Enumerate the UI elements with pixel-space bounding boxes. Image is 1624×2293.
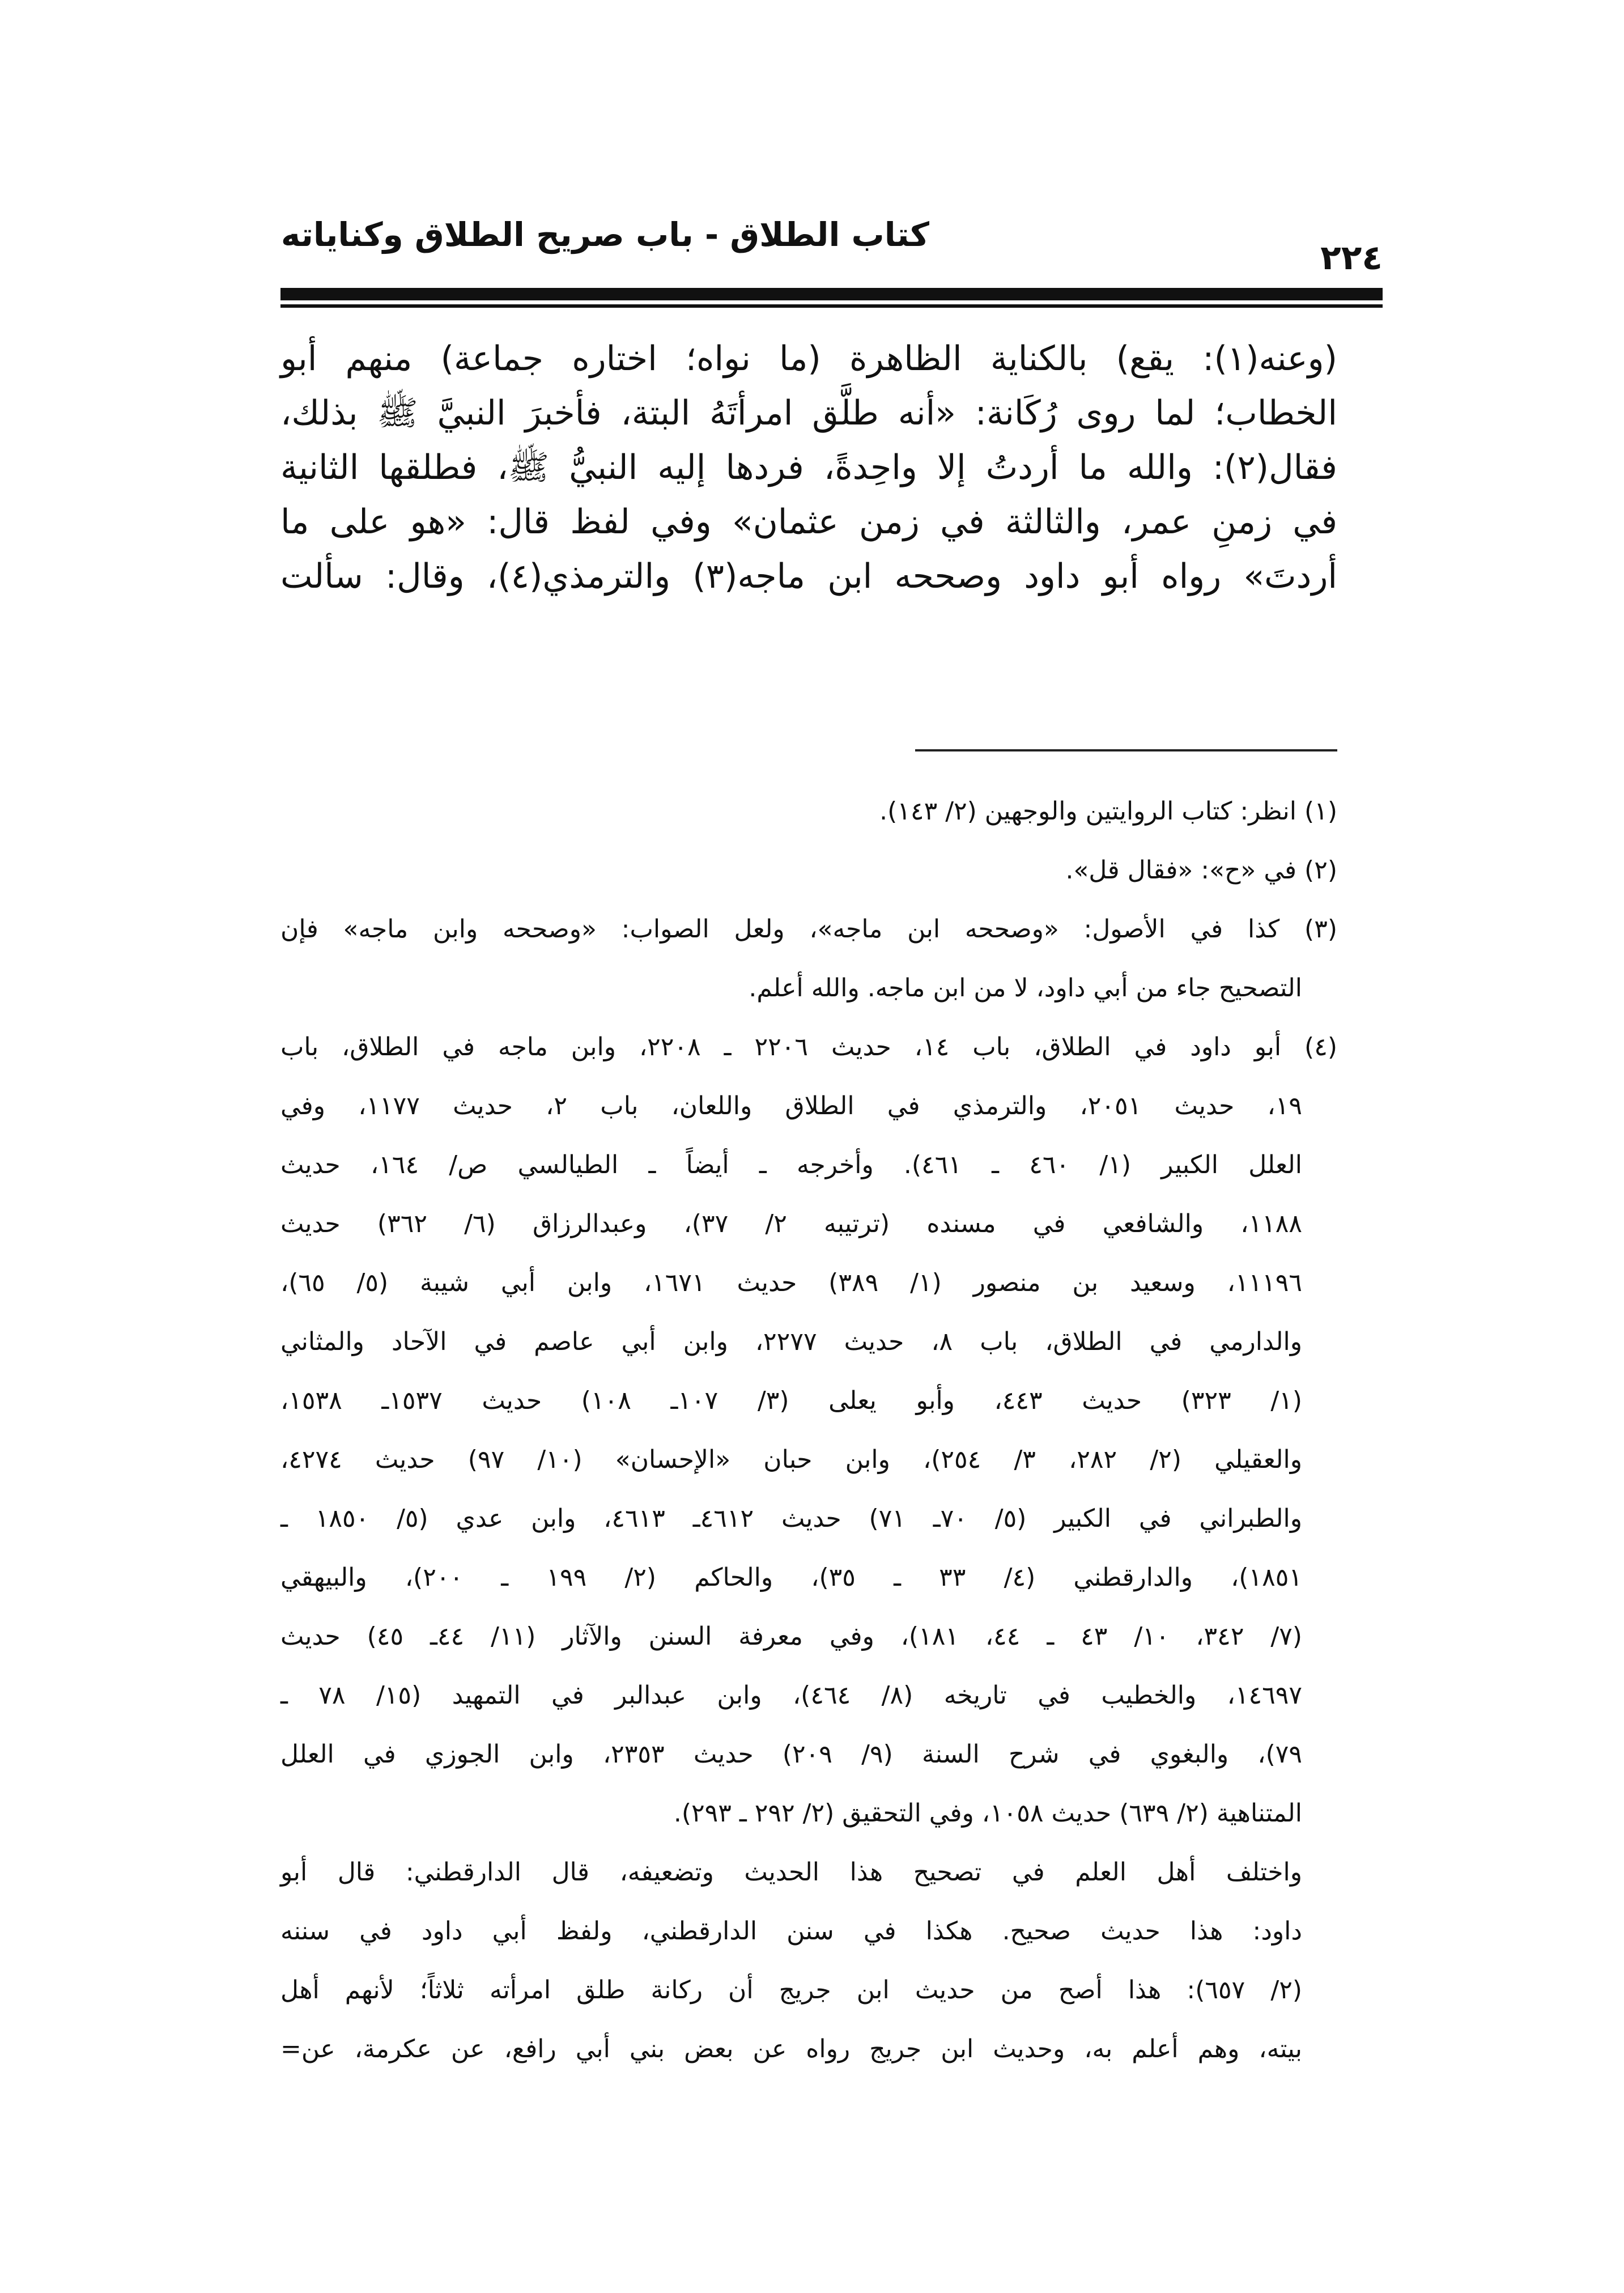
running-title: كتاب الطلاق - باب صريح الطلاق وكناياته [280,215,929,254]
footnote-line: (١) انظر: كتاب الروايتين والوجهين (٢/ ١٤٣). [879,797,1337,826]
footnote-line: ٧٩)، والبغوي في شرح السنة (٩/ ٢٠٩) حديث ٢٣٥٣، وابن الجوزي في العلل [280,1740,1303,1769]
footnote-line: ١١١٩٦، وسعيد بن منصور (١/ ٣٨٩) حديث ١٦٧١، وابن أبي شيبة (٥/ ٦٥)، [280,1268,1302,1297]
footnote-line: واختلف أهل العلم في تصحيح هذا الحديث وتضعيفه، قال الدارقطني: قال أبو [280,1858,1302,1887]
footnote-line: التصحيح جاء من أبي داود، لا من ابن ماجه. والله أعلم. [749,974,1302,1003]
main-text-line: في زمنِ عمر، والثالثة في زمن عثمان» وفي لفظ قال: «هو على ما [280,502,1337,542]
footnote-line: المتناهية (٢/ ٦٣٩) حديث ١٠٥٨، وفي التحقيق (٢/ ٢٩٢ ـ ٢٩٣). [673,1799,1302,1828]
footnote-line: (٧/ ٣٤٢، ١٠/ ٤٣ ـ ٤٤، ١٨١)، وفي معرفة السنن والآثار (١١/ ٤٤ـ ٤٥) حديث [280,1622,1303,1651]
footnote-line: (٤) أبو داود في الطلاق، باب ١٤، حديث ٢٢٠٦ ـ ٢٢٠٨، وابن ماجه في الطلاق، باب [280,1033,1338,1061]
main-text-line: (وعنه(١): يقع) بالكناية الظاهرة (ما نواه؛ اختاره جماعة) منهم أبو [280,339,1337,379]
footnote-line: بيته، وهم أعلم به، وحديث ابن جريج رواه عن بعض بني أبي رافع، عن عكرمة، عن= [280,2035,1302,2063]
footnote-line: (١/ ٣٢٣) حديث ٤٤٣، وأبو يعلى (٣/ ١٠٧ـ ١٠٨) حديث ١٥٣٧ـ ١٥٣٨، [280,1386,1302,1415]
main-text-line: الخطاب؛ لما روى رُكَانة: «أنه طلَّق امرأتَهُ البتة، فأخبرَ النبيَّ ﷺ بذلك، [280,393,1337,433]
main-text-line: فقال(٢): والله ما أردتُ إلا واحِدةً، فردها إليه النبيُّ ﷺ، فطلقها الثانية [280,448,1337,487]
footnotes [280,782,1337,2079]
main-text-line: أردتَ» رواه أبو داود وصححه ابن ماجه(٣) والترمذي(٤)، وقال: سألت [280,557,1338,596]
page-number: ٢٢٤ [1320,238,1383,278]
footnote-line: (٢/ ٦٥٧): هذا أصح من حديث ابن جريج أن ركانة طلق امرأته ثلاثاً؛ لأنهم أهل [280,1976,1302,2005]
footnote-line: داود: هذا حديث صحيح. هكذا في سنن الدارقطني، ولفظ أبي داود في سننه [280,1917,1302,1946]
footnote-line: ١٨٥١)، والدارقطني (٤/ ٣٣ ـ ٣٥)، والحاكم (٢/ ١٩٩ ـ ٢٠٠)، والبيهقي [280,1563,1303,1592]
footnote-line: (٣) كذا في الأصول: «وصححه ابن ماجه»، ولعل الصواب: «وصححه وابن ماجه» فإن [280,915,1337,944]
footnote-line: والدارمي في الطلاق، باب ٨، حديث ٢٢٧٧، وابن أبي عاصم في الآحاد والمثاني [280,1327,1302,1356]
footnote-line: والطبراني في الكبير (٥/ ٧٠ـ ٧١) حديث ٤٦١٢ـ ٤٦١٣، وابن عدي (٥/ ١٨٥٠ ـ [280,1504,1303,1533]
footnote-line: ١١٨٨، والشافعي في مسنده (ترتيبه ٢/ ٣٧)، وعبدالرزاق (٦/ ٣٦٢) حديث [280,1209,1303,1238]
header-rule-thick [280,288,1383,300]
footnote-separator [915,749,1337,751]
main-text [280,332,1337,604]
footnote-line: العلل الكبير (١/ ٤٦٠ ـ ٤٦١). وأخرجه ـ أيضاً ـ الطيالسي ص/ ١٦٤، حديث [280,1150,1302,1179]
header-rule-thin [280,304,1383,308]
footnote-line: والعقيلي (٢/ ٢٨٢، ٣/ ٢٥٤)، وابن حبان «الإحسان» (١٠/ ٩٧) حديث ٤٢٧٤، [280,1445,1303,1474]
footnote-line: ١٩، حديث ٢٠٥١، والترمذي في الطلاق واللعان، باب ٢، حديث ١١٧٧، وفي [280,1092,1302,1120]
footnote-line: (٢) في «ح»: «فقال قل». [1065,856,1337,885]
footnote-line: ١٤٦٩٧، والخطيب في تاريخه (٨/ ٤٦٤)، وابن عبدالبر في التمهيد (١٥/ ٧٨ ـ [280,1681,1302,1710]
